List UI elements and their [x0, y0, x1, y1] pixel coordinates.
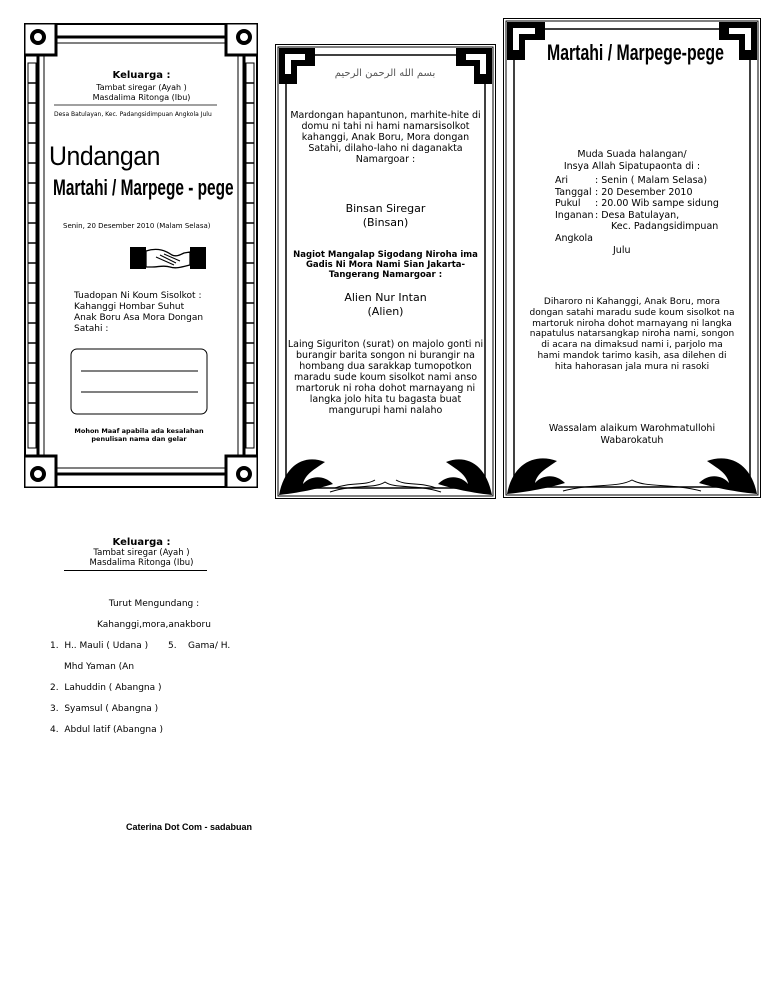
co-inviters-groups: Kahanggi,mora,anakboru — [97, 620, 211, 630]
groom-nickname: (Binsan) — [362, 216, 409, 229]
invitee-line3: Anak Boru Asa Mora Dongan — [74, 313, 204, 323]
list-item: Mhd Yaman (An — [64, 662, 135, 672]
place-line2: Kec. Padangsidimpuan — [611, 221, 719, 232]
invitation-inner-card — [275, 44, 496, 499]
divider-line — [64, 570, 207, 571]
list-item: 5. Gama/ H. — [168, 641, 231, 651]
invitation-subtitle: Martahi / Marpege - pege — [53, 175, 234, 200]
place-line4: Julu — [613, 245, 631, 256]
detail-row-place: Inganan : Desa Batulayan, — [555, 209, 680, 221]
middle-paragraph: Nagiot Mangalap Sigodang Niroha ima Gadis Ni Mora Nami Sian Jakarta- Tangerang Namargoar : — [293, 250, 478, 280]
footer-credit: Caterina Dot Com - sadabuan — [126, 822, 253, 832]
mother-name: Masdalima Ritonga (Ibu) — [92, 93, 191, 102]
apology-note: Mohon Maaf apabila ada kesalahan penulisan nama dan gelar — [74, 427, 204, 443]
family-address: Desa Batulayan, Kec. Padangsidimpuan Angkola Julu — [54, 111, 212, 118]
detail-row-time: Pukul : 20.00 Wib sampe sidung — [555, 198, 719, 209]
closing-paragraph: Laing Siguriton (surat) on majolo gonti ni burangir barita songon ni burangir na hombang dua sarakkap tumopotkon maradu sude koum sisolkot nami anso martoruk ni roha dohot marnayang ni langka jolo hita tu bagasta buat mangurupi hami nalaho — [287, 339, 484, 416]
invitation-details-card — [503, 18, 761, 498]
co-inviters-heading: Turut Mengundang : — [108, 599, 200, 609]
invitation-title: Undangan — [49, 141, 160, 171]
detail-row-day: Ari : Senin ( Malam Selasa) — [555, 175, 708, 186]
father-name: Tambat siregar (Ayah ) — [96, 83, 187, 92]
place-line3: Angkola — [555, 233, 593, 244]
intro-paragraph: Mardongan hapantunon, marhite-hite di domu ni tahi ni hami namarsisolkot kahanggi, Anak Boru, Mora dongan Satahi, dilaho-laho ni daganakta Namargoar : — [290, 110, 481, 165]
hope-paragraph: Diharoro ni Kahanggi, Anak Boru, mora dongan satahi maradu sude koum sisolkot na martoruk niroha dohot marnayang ni langka napatulus natarsangkap niroha nami, songon di acara na dimaksud nami i, parjolo ma hami mandok tarimo kasih, asa dilehen di hita hahorasan jala mura ni rasoki — [529, 297, 735, 372]
handshake-icon — [130, 243, 206, 271]
invitation-cover-card — [24, 23, 258, 488]
event-date: Senin, 20 Desember 2010 (Malam Selasa) — [63, 222, 211, 230]
invitee-line2: Kahanggi Hombar Suhut — [74, 302, 185, 312]
groom-name: Binsan Siregar — [345, 202, 426, 215]
salam-line1: Wassalam alaikum Warohmatullohi — [548, 423, 716, 434]
family-heading: Keluarga : — [112, 70, 171, 81]
event-details — [555, 175, 719, 221]
bismillah-calligraphy: بسم الله الرحمن الرحيم — [334, 68, 436, 79]
salam-line2: Wabarokatuh — [600, 435, 664, 446]
greeting-line2: Insya Allah Sipatupaonta di : — [563, 161, 701, 172]
list-item: 2. Lahuddin ( Abangna ) — [50, 683, 162, 693]
greeting-line1: Muda Suada halangan/ — [577, 149, 687, 160]
detail-row-date: Tanggal : 20 Desember 2010 — [555, 186, 693, 198]
invitee-label: Tuadopan Ni Koum Sisolkot : — [74, 291, 202, 301]
list-item: 3. Syamsul ( Abangna ) — [50, 704, 159, 714]
bottom-family-heading: Keluarga : — [112, 537, 171, 548]
invitee-line4: Satahi : — [74, 324, 109, 334]
bottom-mother-name: Masdalima Ritonga (Ibu) — [89, 558, 194, 568]
bride-name: Alien Nur Intan — [344, 291, 427, 304]
bottom-father-name: Tambat siregar (Ayah ) — [93, 548, 190, 558]
bride-nickname: (Alien) — [367, 305, 404, 318]
list-item: 1. H.. Mauli ( Udana ) — [50, 641, 149, 651]
list-item: 4. Abdul latif (Abangna ) — [50, 725, 163, 735]
card-title: Martahi / Marpege-pege — [547, 40, 724, 65]
